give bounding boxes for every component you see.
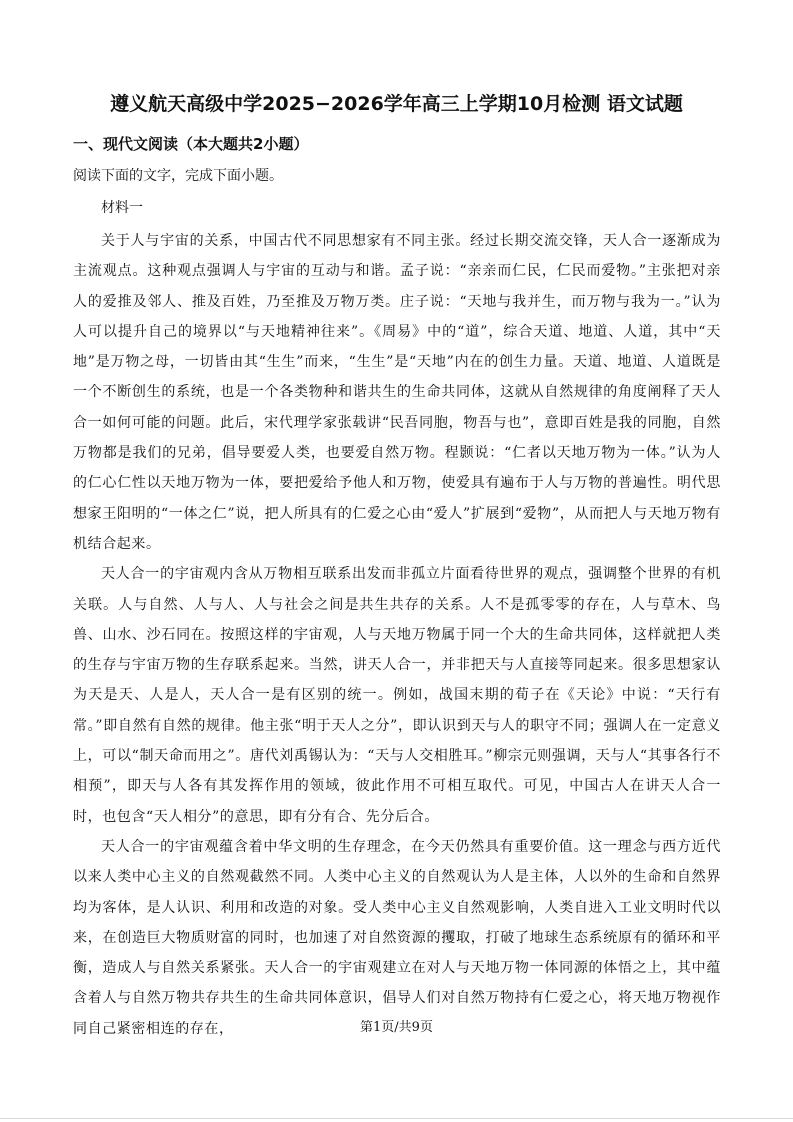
article-body xyxy=(73,226,721,1044)
material-label: 材料一 xyxy=(101,200,143,216)
page-bottom-divider xyxy=(0,1118,793,1119)
paragraph-3: 天人合一的宇宙观蕴含着中华文明的生存理念，在今天仍然具有重要价值。这一理念与西方近代以来人类中心主义的自然观截然不同。人类中心主义的自然观认为人是主体，人以外的生命和自然界均为客体，是人认识、利用和改造的对象。受人类中心主义自然观影响，人类自进入工业文明时代以来，在创造巨大物质财富的同时，也加速了对自然资源的攫取，打破了地球生态系统原有的循环和平衡，造成人与自然关系紧张。天人合一的宇宙观建立在对人与天地万物一体同源的体悟之上，其中蕴含着人与自然万物共存共生的生命共同体意识，倡导人们对自然万物持有仁爱之心，将天地万物视作同自己紧密相连的存在， xyxy=(73,838,721,1037)
paragraph-2: 天人合一的宇宙观内含从万物相互联系出发而非孤立片面看待世界的观点，强调整个世界的有机关联。人与自然、人与人、人与社会之间是共生共存的关系。人不是孤零零的存在，人与草木、鸟兽、山水、沙石同在。按照这样的宇宙观，人与天地万物属于同一个大的生命共同体，这样就把人类的生存与宇宙万物的生存联系起来。当然，讲天人合一，并非把天与人直接等同起来。很多思想家认为天是天、人是人，天人合一是有区别的统一。例如，战国末期的荀子在《天论》中说：“天行有常。”即自然有自然的规律。他主张“明于天人之分”，即认识到天与人的职守不同；强调人在一定意义上，可以“制天命而用之”。唐代刘禹锡认为：“天与人交相胜耳。”柳宗元则强调，天与人“其事各行不相预”，即天与人各有其发挥作用的领域，彼此作用不可相互取代。可见，中国古人在讲天人合一时，也包含“天人相分”的意思，即有分有合、先分后合。 xyxy=(73,566,721,825)
paragraph-1: 关于人与宇宙的关系，中国古代不同思想家有不同主张。经过长期交流交锋，天人合一逐渐成为主流观点。这种观点强调人与宇宙的互动与和谐。孟子说：“亲亲而仁民，仁民而爱物。”主张把对亲人的爱推及邻人、推及百姓，乃至推及万物万类。庄子说：“天地与我并生，而万物与我为一。”认为人可以提升自己的境界以“与天地精神往来”。《周易》中的“道”，综合天道、地道、人道，其中“天地”是万物之母，一切皆由其“生生”而来，“生生”是“天地”内在的创生力量。天道、地道、人道既是一个不断创生的系统，也是一个各类物种和谐共生的生命共同体，这就从自然规律的角度阐释了天人合一如何可能的问题。此后，宋代理学家张载讲“民吾同胞，物吾与也”，意即百姓是我的同胞，自然万物都是我们的兄弟，倡导要爱人类，也要爱自然万物。程颢说：“仁者以天地万物为一体。”认为人的仁心仁性以天地万物为一体，要把爱给予他人和万物，使爱具有遍布于人与万物的普遍性。明代思想家王阳明的“一体之仁”说，把人所具有的仁爱之心由“爱人”扩展到“爱物”，从而把人与天地万物有机结合起来。 xyxy=(73,233,721,552)
reading-instruction: 阅读下面的文字，完成下面小题。 xyxy=(73,168,283,184)
section-heading: 一、现代文阅读（本大题共2小题） xyxy=(73,135,309,153)
page-number-footer: 第1页/共9页 xyxy=(360,1020,433,1035)
document-title: 遵义航天高级中学2025−2026学年高三上学期10月检测 语文试题 xyxy=(110,93,683,115)
